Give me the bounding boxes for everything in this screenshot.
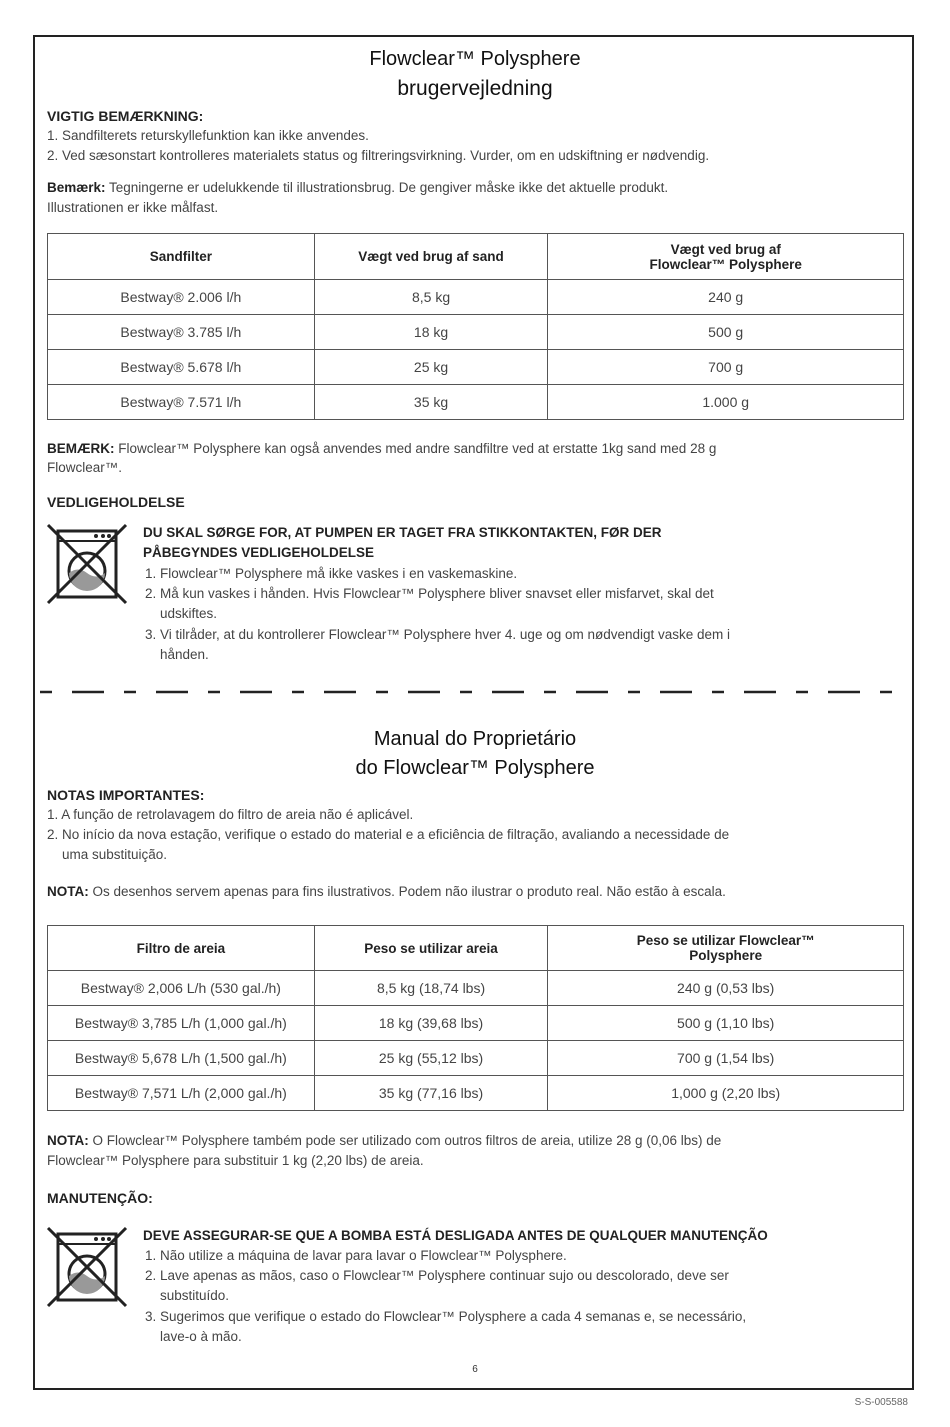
table-row	[48, 1076, 904, 1111]
cell: 18 kg (39,68 lbs)	[314, 1006, 548, 1041]
da-note2-text: Flowclear™ Polysphere kan også anvendes med andre sandfiltre ved at erstatte 1kg sand med 28 g	[114, 441, 717, 456]
pt-note	[47, 884, 726, 899]
da-note2-label: BEMÆRK:	[47, 441, 115, 456]
document-code: S-S-005588	[854, 1397, 908, 1408]
da-maint-line-3: udskiftes.	[145, 606, 218, 621]
pt-note2-text: O Flowclear™ Polysphere também pode ser utilizado com outros filtros de areia, utilize 28 g (0,06 lbs) de	[88, 1133, 722, 1148]
pt-title-line1: Manual do Proprietário	[373, 728, 577, 750]
pt-important-item-2b: uma substituição.	[47, 847, 168, 862]
pt-warning-line1: DEVE ASSEGURAR-SE QUE A BOMBA ESTÁ DESLIGADA ANTES DE QUALQUER MANUTENÇÃO	[143, 1228, 768, 1243]
da-note2-line2: Flowclear™.	[47, 460, 123, 475]
cell: 35 kg	[314, 385, 548, 420]
pt-col-weight-polysphere-line1: Peso se utilizar Flowclear™	[636, 933, 815, 948]
cell: Bestway® 5.678 l/h	[48, 350, 315, 385]
table-row	[48, 971, 904, 1006]
da-col-weight-sand: Vægt ved brug af sand	[314, 234, 548, 280]
no-washing-machine-icon	[42, 1226, 132, 1308]
cell: 25 kg (55,12 lbs)	[314, 1041, 548, 1076]
pt-col-weight-polysphere	[548, 926, 904, 971]
pt-important-heading: NOTAS IMPORTANTES:	[47, 787, 205, 803]
table-header-row	[48, 234, 904, 280]
cell: 25 kg	[314, 350, 548, 385]
cell: 500 g (1,10 lbs)	[548, 1006, 904, 1041]
cell: 8,5 kg	[314, 280, 548, 315]
table-row	[48, 315, 904, 350]
pt-maintenance-heading: MANUTENÇÃO:	[47, 1190, 153, 1206]
da-col-weight-polysphere-line1: Vægt ved brug af	[670, 241, 781, 257]
pt-maint-line-5: lave-o à mão.	[145, 1329, 242, 1344]
da-note-text: Tegningerne er udelukkende til illustrationsbrug. De gengiver måske ikke det aktuelle produkt.	[105, 180, 669, 195]
pt-maint-line-2: 2. Lave apenas as mãos, caso o Flowclear™ Polysphere continuar sujo ou descolorado, deve ser	[145, 1268, 729, 1283]
da-maint-line-2: 2. Må kun vaskes i hånden. Hvis Flowclear™ Polysphere bliver snavset eller misfarvet, skal det	[145, 586, 714, 601]
da-note2	[47, 441, 716, 456]
cell: Bestway® 3,785 L/h (1,000 gal./h)	[48, 1006, 315, 1041]
pt-maint-line-1: 1. Não utilize a máquina de lavar para lavar o Flowclear™ Polysphere.	[145, 1248, 567, 1263]
da-note-line2: Illustrationen er ikke målfast.	[47, 200, 219, 215]
table-row	[48, 1041, 904, 1076]
table-row	[48, 385, 904, 420]
table-header-row	[48, 926, 904, 971]
da-note-label: Bemærk:	[47, 180, 106, 195]
cell: 700 g (1,54 lbs)	[548, 1041, 904, 1076]
cell: Bestway® 3.785 l/h	[48, 315, 315, 350]
cell: 240 g	[548, 280, 904, 315]
da-maint-line-5: hånden.	[145, 647, 209, 662]
cell: Bestway® 7,571 L/h (2,000 gal./h)	[48, 1076, 315, 1111]
cell: 1.000 g	[548, 385, 904, 420]
pt-note-text: Os desenhos servem apenas para fins ilustrativos. Podem não ilustrar o produto real. Não estão à escala.	[88, 884, 726, 899]
pt-spec-table	[47, 925, 904, 1111]
da-important-heading: VIGTIG BEMÆRKNING:	[47, 108, 204, 124]
table-row	[48, 280, 904, 315]
pt-col-weight-sand: Peso se utilizar areia	[314, 926, 548, 971]
pt-note2-line2: Flowclear™ Polysphere para substituir 1 kg (2,20 lbs) de areia.	[47, 1153, 424, 1168]
da-warning-line2: PÅBEGYNDES VEDLIGEHOLDELSE	[143, 545, 375, 560]
cell: 8,5 kg (18,74 lbs)	[314, 971, 548, 1006]
da-title-line1: Flowclear™ Polysphere	[369, 48, 581, 70]
pt-maint-line-4: 3. Sugerimos que verifique o estado do Flowclear™ Polysphere a cada 4 semanas e, se necessário,	[145, 1309, 747, 1324]
da-maint-line-4: 3. Vi tilråder, at du kontrollerer Flowclear™ Polysphere hver 4. uge og om nødvendigt vaske dem i	[145, 627, 731, 642]
pt-note-label: NOTA:	[47, 884, 89, 899]
da-note	[47, 180, 668, 195]
cell: 18 kg	[314, 315, 548, 350]
pt-important-item-2: 2. No início da nova estação, verifique o estado do material e a eficiência de filtração, avaliando a necessidade de	[47, 827, 730, 842]
da-title-line2: brugervejledning	[397, 77, 553, 100]
cell: 1,000 g (2,20 lbs)	[548, 1076, 904, 1111]
cell: 700 g	[548, 350, 904, 385]
da-warning-line1: DU SKAL SØRGE FOR, AT PUMPEN ER TAGET FRA STIKKONTAKTEN, FØR DER	[143, 525, 662, 540]
pt-maint-line-3: substituído.	[145, 1288, 230, 1303]
cell: Bestway® 5,678 L/h (1,500 gal./h)	[48, 1041, 315, 1076]
table-row	[48, 350, 904, 385]
da-maintenance-heading: VEDLIGEHOLDELSE	[47, 494, 185, 510]
da-col-weight-polysphere	[548, 234, 904, 280]
da-spec-table	[47, 233, 904, 420]
pt-col-filter: Filtro de areia	[48, 926, 315, 971]
cell: 35 kg (77,16 lbs)	[314, 1076, 548, 1111]
pt-note2-label: NOTA:	[47, 1133, 89, 1148]
cell: Bestway® 2,006 L/h (530 gal./h)	[48, 971, 315, 1006]
cell: Bestway® 7.571 l/h	[48, 385, 315, 420]
da-col-sandfilter: Sandfilter	[48, 234, 315, 280]
table-row	[48, 1006, 904, 1041]
da-important-item-2: 2. Ved sæsonstart kontrolleres materialets status og filtreringsvirkning. Vurder, om en udskiftning er nødvendig.	[47, 148, 710, 163]
pt-important-item-1: 1. A função de retrolavagem do filtro de areia não é aplicável.	[47, 807, 414, 822]
da-important-item-1: 1. Sandfilterets returskyllefunktion kan ikke anvendes.	[47, 128, 369, 143]
page-number: 6	[472, 1364, 478, 1375]
da-col-weight-polysphere-line2: Flowclear™ Polysphere	[649, 256, 802, 272]
cell: 500 g	[548, 315, 904, 350]
da-maint-line-1: 1. Flowclear™ Polysphere må ikke vaskes i en vaskemaskine.	[145, 566, 518, 581]
pt-title-line2: do Flowclear™ Polysphere	[355, 757, 595, 779]
section-divider	[40, 690, 908, 694]
pt-col-weight-polysphere-line2: Polysphere	[689, 948, 763, 963]
no-washing-machine-icon	[42, 523, 132, 605]
cell: Bestway® 2.006 l/h	[48, 280, 315, 315]
cell: 240 g (0,53 lbs)	[548, 971, 904, 1006]
pt-note2	[47, 1133, 721, 1148]
